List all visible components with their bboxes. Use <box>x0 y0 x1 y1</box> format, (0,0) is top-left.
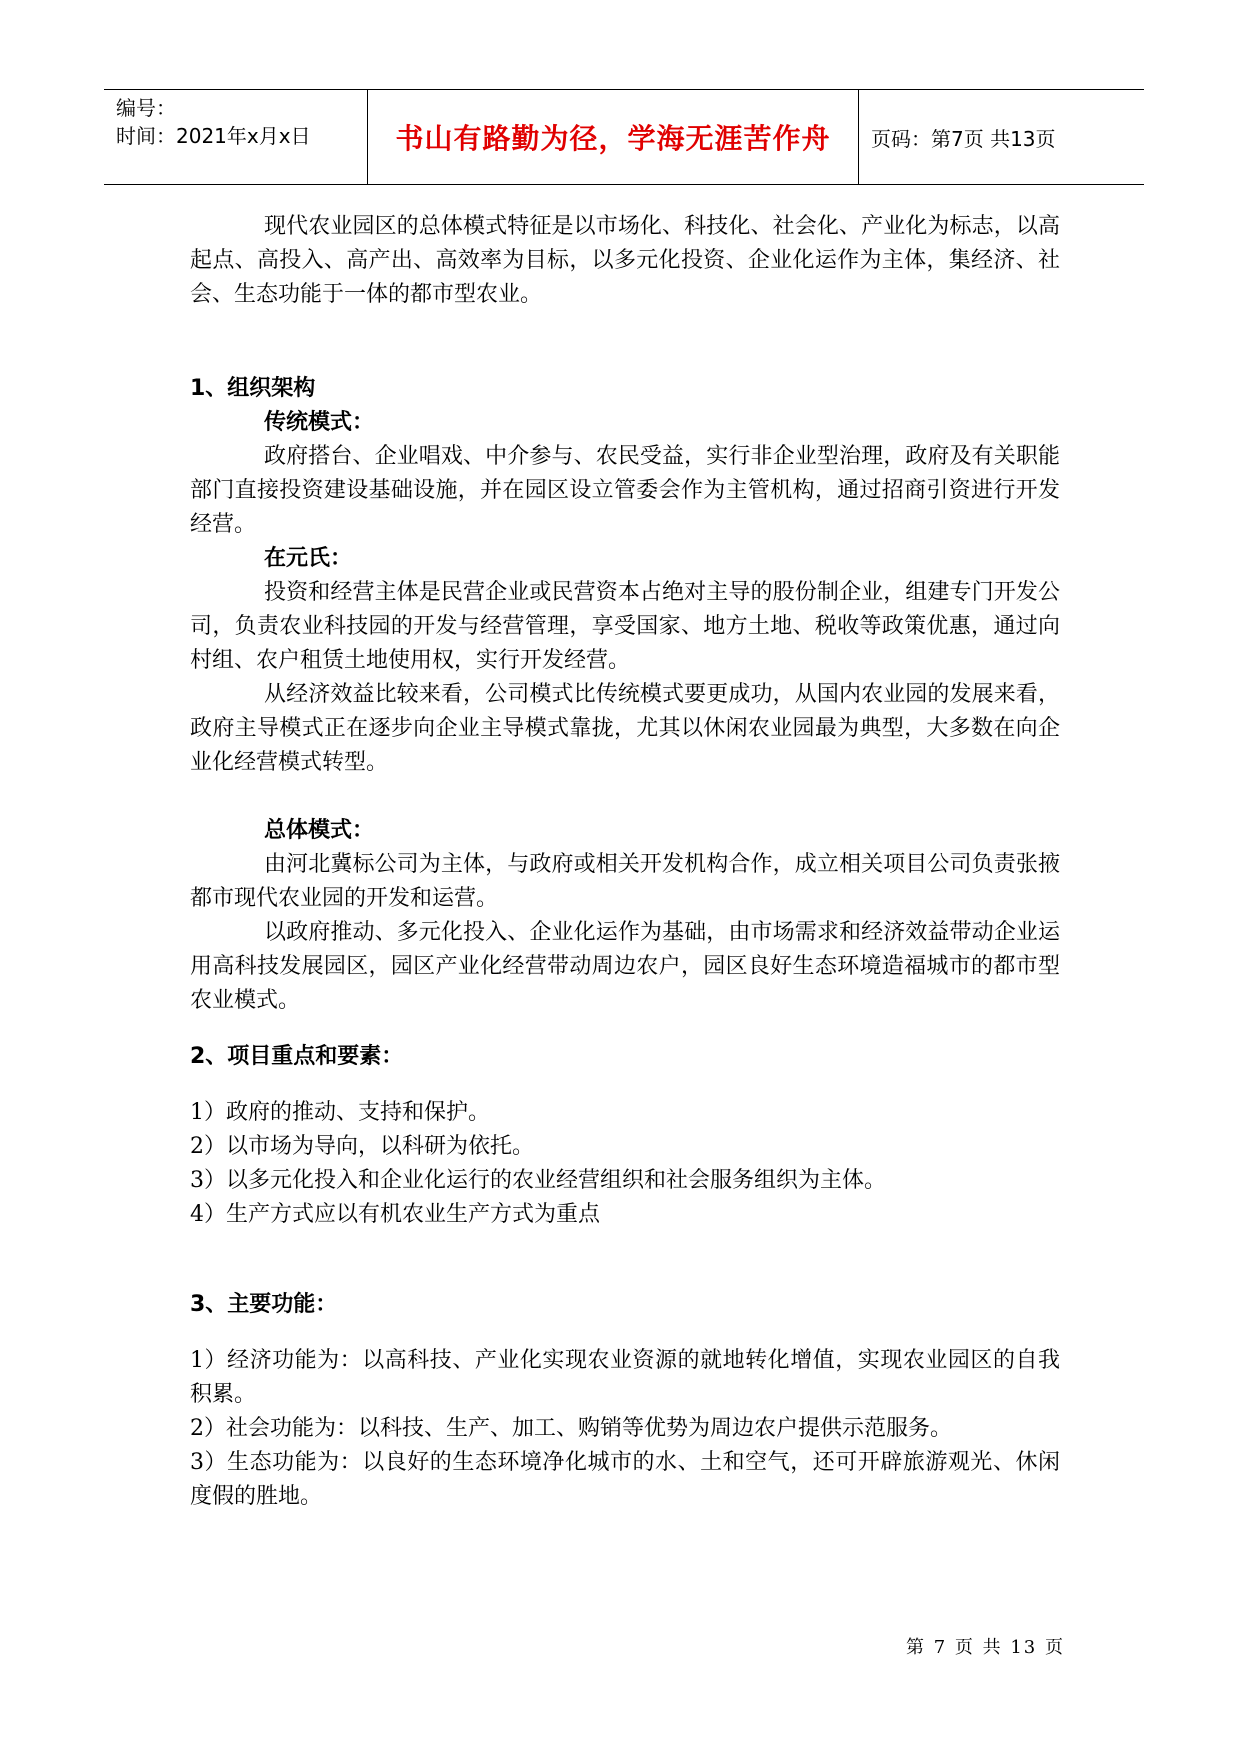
section-2-title: 2、项目重点和要素： <box>190 1044 404 1069</box>
company-mode-text: 投资和经营主体是民营企业或民营资本占绝对主导的股份制企业，组建专门开发公司，负责农业科技园的开发与经营管理，享受国家、地方土地、税收等政策优惠，通过向村组、农户租赁土地使用权，实行开发经营。 <box>190 580 1060 673</box>
overall-mode-heading: 总体模式： <box>264 818 375 843</box>
list-item: 2）社会功能为：以科技、生产、加工、购销等优势为周边农户提供示范服务。 <box>190 1416 952 1441</box>
section-3-title: 3、主要功能： <box>190 1292 338 1317</box>
overall-mode-text-1: 由河北冀标公司为主体，与政府或相关开发机构合作，成立相关项目公司负责张掖都市现代农业园的开发和运营。 <box>190 852 1060 911</box>
list-item: 4）生产方式应以有机农业生产方式为重点 <box>190 1202 600 1227</box>
header-page-info: 页码：第7页 共13页 <box>871 126 1056 151</box>
traditional-mode-text: 政府搭台、企业唱戏、中介参与、农民受益，实行非企业型治理，政府及有关职能部门直接投资建设基础设施，并在园区设立管委会作为主管机构，通过招商引资进行开发经营。 <box>190 444 1060 537</box>
overall-mode-text-2: 以政府推动、多元化投入、企业化运作为基础，由市场需求和经济效益带动企业运用高科技发展园区，园区产业化经营带动周边农户，园区良好生态环境造福城市的都市型农业模式。 <box>190 920 1060 1013</box>
header-page-cell <box>859 90 1144 184</box>
compare-paragraph: 从经济效益比较来看，公司模式比传统模式要更成功，从国内农业园的发展来看，政府主导模式正在逐步向企业主导模式靠拢，尤其以休闲农业园最为典型，大多数在向企业化经营模式转型。 <box>190 682 1060 775</box>
page-footer: 第 7 页 共 13 页 <box>906 1637 1065 1658</box>
list-item: 3）以多元化投入和企业化运行的农业经营组织和社会服务组织为主体。 <box>190 1168 886 1193</box>
doc-number-label: 编号： <box>116 96 176 120</box>
section-1-title: 1、组织架构 <box>190 376 316 401</box>
list-item: 1）政府的推动、支持和保护。 <box>190 1100 490 1125</box>
company-mode-heading: 在元氏： <box>264 546 353 571</box>
doc-time-label: 时间：2021年x月x日 <box>116 124 311 148</box>
document-body <box>190 210 1060 1514</box>
traditional-mode-heading: 传统模式： <box>264 410 375 435</box>
page-header <box>104 89 1144 185</box>
list-item: 3）生态功能为：以良好的生态环境净化城市的水、土和空气，还可开辟旅游观光、休闲度假的胜地。 <box>190 1450 1060 1509</box>
header-motto: 书山有路勤为径，学海无涯苦作舟 <box>395 122 831 155</box>
header-meta-cell <box>104 90 368 184</box>
list-item: 1）经济功能为：以高科技、产业化实现农业资源的就地转化增值，实现农业园区的自我积累。 <box>190 1348 1060 1407</box>
intro-paragraph: 现代农业园区的总体模式特征是以市场化、科技化、社会化、产业化为标志，以高起点、高投入、高产出、高效率为目标，以多元化投资、企业化运作为主体，集经济、社会、生态功能于一体的都市型农业。 <box>190 214 1060 307</box>
list-item: 2）以市场为导向，以科研为依托。 <box>190 1134 534 1159</box>
header-motto-cell <box>368 90 859 184</box>
